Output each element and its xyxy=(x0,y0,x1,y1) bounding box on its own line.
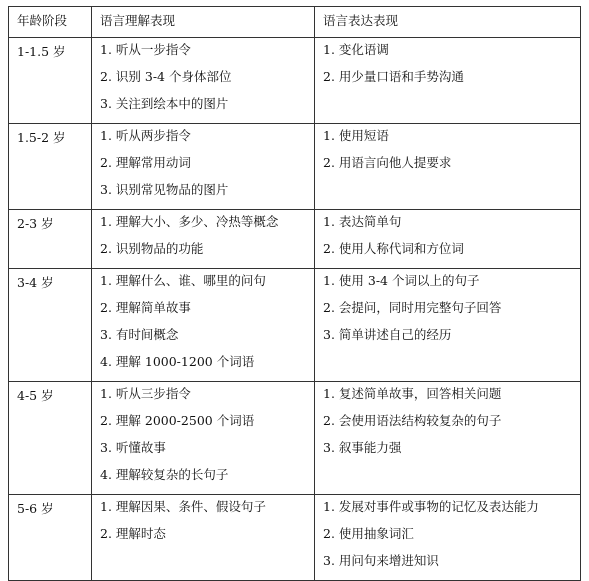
list-item: 2. 识别 3-4 个身体部位 xyxy=(100,69,232,84)
list-item: 1. 听从两步指令 xyxy=(100,128,191,143)
list-item: 2. 理解常用动词 xyxy=(100,155,191,170)
list-item: 2. 用少量口语和手势沟通 xyxy=(323,69,464,84)
list-item: 3. 有时间概念 xyxy=(100,327,179,342)
header-expression: 语言表达表现 xyxy=(315,7,581,38)
list-item: 1. 理解因果、条件、假设句子 xyxy=(100,499,266,514)
age-label: 5-6 岁 xyxy=(17,501,54,516)
list-item: 2. 理解简单故事 xyxy=(100,300,191,315)
comprehension-list xyxy=(92,495,314,553)
expression-cell xyxy=(315,210,581,269)
expression-cell xyxy=(315,124,581,210)
expression-list xyxy=(315,124,580,182)
age-label: 3-4 岁 xyxy=(17,275,54,290)
list-item: 1. 表达简单句 xyxy=(323,214,402,229)
age-cell xyxy=(9,269,92,382)
comprehension-cell xyxy=(92,495,315,581)
expression-list xyxy=(315,38,580,96)
age-label: 4-5 岁 xyxy=(17,388,54,403)
comprehension-list xyxy=(92,382,314,494)
list-item: 3. 识别常见物品的图片 xyxy=(100,182,229,197)
list-item: 1. 复述简单故事，回答相关问题 xyxy=(323,386,502,401)
expression-cell xyxy=(315,269,581,382)
age-cell xyxy=(9,210,92,269)
list-item: 2. 理解时态 xyxy=(100,526,166,541)
header-comprehension: 语言理解表现 xyxy=(92,7,315,38)
expression-cell xyxy=(315,38,581,124)
language-development-table xyxy=(8,6,581,581)
age-label: 1-1.5 岁 xyxy=(17,44,66,59)
age-cell xyxy=(9,382,92,495)
list-item: 1. 听从一步指令 xyxy=(100,42,191,57)
expression-list xyxy=(315,382,580,467)
comprehension-cell xyxy=(92,382,315,495)
expression-cell xyxy=(315,495,581,581)
age-label: 2-3 岁 xyxy=(17,216,54,231)
comprehension-cell xyxy=(92,210,315,269)
list-item: 2. 识别物品的功能 xyxy=(100,241,204,256)
expression-list xyxy=(315,495,580,580)
comprehension-list xyxy=(92,269,314,381)
table-row xyxy=(9,124,581,210)
comprehension-list xyxy=(92,210,314,268)
comprehension-cell xyxy=(92,124,315,210)
age-cell xyxy=(9,38,92,124)
list-item: 1. 理解大小、多少、冷热等概念 xyxy=(100,214,279,229)
list-item: 3. 关注到绘本中的图片 xyxy=(100,96,229,111)
list-item: 2. 使用抽象词汇 xyxy=(323,526,414,541)
comprehension-cell xyxy=(92,269,315,382)
age-cell xyxy=(9,124,92,210)
age-label: 1.5-2 岁 xyxy=(17,130,66,145)
comprehension-list xyxy=(92,38,314,123)
age-cell xyxy=(9,495,92,581)
list-item: 1. 使用 3-4 个词以上的句子 xyxy=(323,273,480,288)
expression-list xyxy=(315,210,580,268)
expression-cell xyxy=(315,382,581,495)
list-item: 3. 听懂故事 xyxy=(100,440,166,455)
list-item: 2. 使用人称代词和方位词 xyxy=(323,241,464,256)
table-row xyxy=(9,495,581,581)
list-item: 1. 使用短语 xyxy=(323,128,389,143)
header-age: 年龄阶段 xyxy=(9,7,92,38)
table-row xyxy=(9,210,581,269)
list-item: 1. 变化语调 xyxy=(323,42,389,57)
list-item: 2. 用语言向他人提要求 xyxy=(323,155,452,170)
list-item: 3. 简单讲述自己的经历 xyxy=(323,327,452,342)
list-item: 1. 理解什么、谁、哪里的问句 xyxy=(100,273,266,288)
list-item: 2. 会提问，同时用完整句子回答 xyxy=(323,300,502,315)
table-row xyxy=(9,269,581,382)
comprehension-list xyxy=(92,124,314,209)
list-item: 4. 理解较复杂的长句子 xyxy=(100,467,229,482)
list-item: 1. 听从三步指令 xyxy=(100,386,191,401)
list-item: 2. 会使用语法结构较复杂的句子 xyxy=(323,413,502,428)
header-row xyxy=(9,7,581,38)
expression-list xyxy=(315,269,580,354)
comprehension-cell xyxy=(92,38,315,124)
list-item: 4. 理解 1000-1200 个词语 xyxy=(100,354,255,369)
table-row xyxy=(9,382,581,495)
table-row xyxy=(9,38,581,124)
list-item: 3. 叙事能力强 xyxy=(323,440,402,455)
list-item: 3. 用问句来增进知识 xyxy=(323,553,439,568)
list-item: 1. 发展对事件或事物的记忆及表达能力 xyxy=(323,499,539,514)
list-item: 2. 理解 2000-2500 个词语 xyxy=(100,413,255,428)
